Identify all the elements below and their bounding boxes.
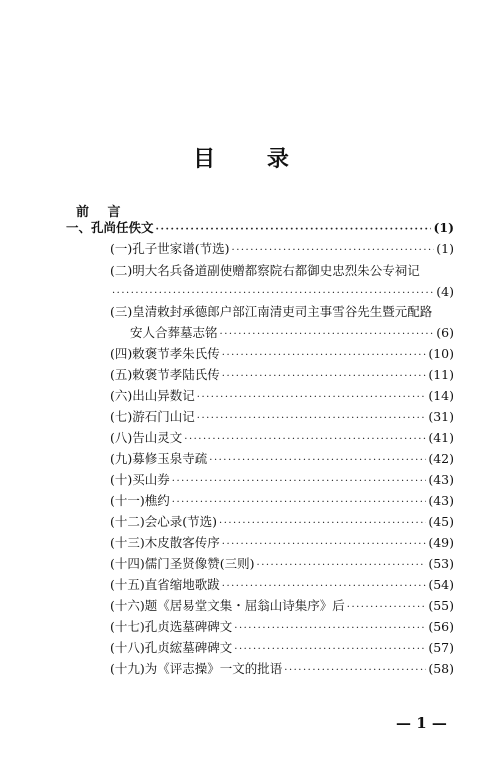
toc-entry-label: (十六)题《居易堂文集・屈翁山诗集序》后 [110, 598, 345, 613]
toc-entry-label: (十三)木皮散客传序 [110, 535, 220, 550]
toc-entry-label: (八)告山灵文 [110, 430, 183, 445]
toc-entry-page: (14) [428, 388, 454, 403]
toc-entry [110, 387, 454, 405]
toc-entry [110, 366, 454, 384]
page-number: — 1 — [396, 714, 447, 732]
toc-entry [110, 492, 454, 510]
toc-entry-page: (43) [428, 472, 454, 487]
toc-entry-label: (九)募修玉泉寺疏 [110, 451, 208, 466]
toc-entry [110, 450, 454, 468]
dot-leader [172, 494, 427, 512]
toc-entry-label-line2: 安人合葬墓志铭 [130, 325, 218, 340]
dot-leader [209, 452, 426, 470]
dot-leader [184, 431, 426, 449]
dot-leader [222, 347, 427, 365]
toc-entry-label: (五)敕褒节孝陆氏传 [110, 367, 220, 382]
toc-entry [110, 345, 454, 363]
toc-entry [110, 639, 454, 657]
toc-entry-label: (十七)孔贞选墓碑碑文 [110, 619, 233, 634]
toc-entry-label-line1: (三)皇清敕封承德郎户部江南清吏司主事雪谷先生暨元配路 [110, 304, 433, 319]
dot-leader [257, 557, 427, 575]
toc-entry [110, 408, 454, 426]
toc-entry [110, 576, 454, 594]
toc-entry-page: (10) [428, 346, 454, 361]
toc-entry-label: (十九)为《评志操》一文的批语 [110, 661, 283, 676]
toc-entry-label: (七)游石门山记 [110, 409, 195, 424]
page-title: 目 录 [193, 146, 311, 172]
dot-leader [197, 389, 427, 407]
toc-entry [110, 618, 454, 636]
toc-entry [110, 534, 454, 552]
toc-entry-page: (49) [428, 535, 454, 550]
toc-section-label: 一、孔尚任佚文 [66, 220, 154, 235]
dot-leader [220, 326, 435, 344]
toc-entry-continued [110, 283, 454, 301]
toc-entry-page: (58) [428, 661, 454, 676]
toc-entry-label: (十)买山券 [110, 472, 170, 487]
toc-entry-page: (41) [428, 430, 454, 445]
dot-leader [347, 599, 427, 617]
toc-entry [110, 660, 454, 678]
toc-entry-label-line1: (二)明大名兵备道副使赠都察院右都御史忠烈朱公专祠记 [110, 263, 420, 278]
dot-leader [197, 410, 427, 428]
toc-section-page: (1) [433, 220, 454, 235]
toc-entry-page: (57) [428, 640, 454, 655]
dot-leader [222, 368, 427, 386]
toc-entry-page: (53) [428, 556, 454, 571]
toc-entry [110, 597, 454, 615]
toc-entry [110, 471, 454, 489]
toc-entry-page: (55) [428, 598, 454, 613]
toc-entry-page: (11) [428, 367, 454, 382]
toc-entry-label: (十二)会心录(节选) [110, 514, 218, 529]
toc-entry-page: (45) [428, 514, 454, 529]
foreword-heading: 前 言 [76, 205, 128, 220]
toc-entry-label: (四)敕褒节孝朱氏传 [110, 346, 220, 361]
dot-leader [232, 242, 435, 260]
toc-entry [110, 429, 454, 447]
dot-leader [172, 473, 427, 491]
toc-entry-page: (6) [436, 325, 454, 340]
toc-entry-label: (十一)樵约 [110, 493, 170, 508]
dot-leader [112, 285, 434, 303]
dot-leader [234, 620, 426, 638]
toc-entry-page: (56) [428, 619, 454, 634]
toc-entry-page: (31) [428, 409, 454, 424]
dot-leader [222, 578, 427, 596]
toc-entry-page: (4) [436, 284, 454, 299]
dot-leader [156, 221, 432, 239]
toc-entry [110, 555, 454, 573]
dot-leader [219, 515, 426, 533]
toc-entry-page: (43) [428, 493, 454, 508]
toc-entry-page: (54) [428, 577, 454, 592]
toc-entry-label: (十五)直省缩地歌跋 [110, 577, 220, 592]
toc-entry-continued [130, 324, 454, 342]
toc-entry-label: (六)出山异数记 [110, 388, 195, 403]
toc-entry-page: (1) [436, 241, 454, 256]
dot-leader [234, 641, 426, 659]
dot-leader [222, 536, 427, 554]
toc-entry-label: (十八)孔贞綋墓碑碑文 [110, 640, 233, 655]
toc-entry [110, 240, 454, 258]
toc-entry [110, 513, 454, 531]
toc-entry-page: (42) [428, 451, 454, 466]
toc-section-kong-shangren-writings [66, 219, 454, 237]
toc-entry-label: (十四)儒门圣贤像赞(三则) [110, 556, 255, 571]
dot-leader [284, 662, 426, 680]
toc-entry-label: (一)孔子世家谱(节选) [110, 241, 230, 256]
